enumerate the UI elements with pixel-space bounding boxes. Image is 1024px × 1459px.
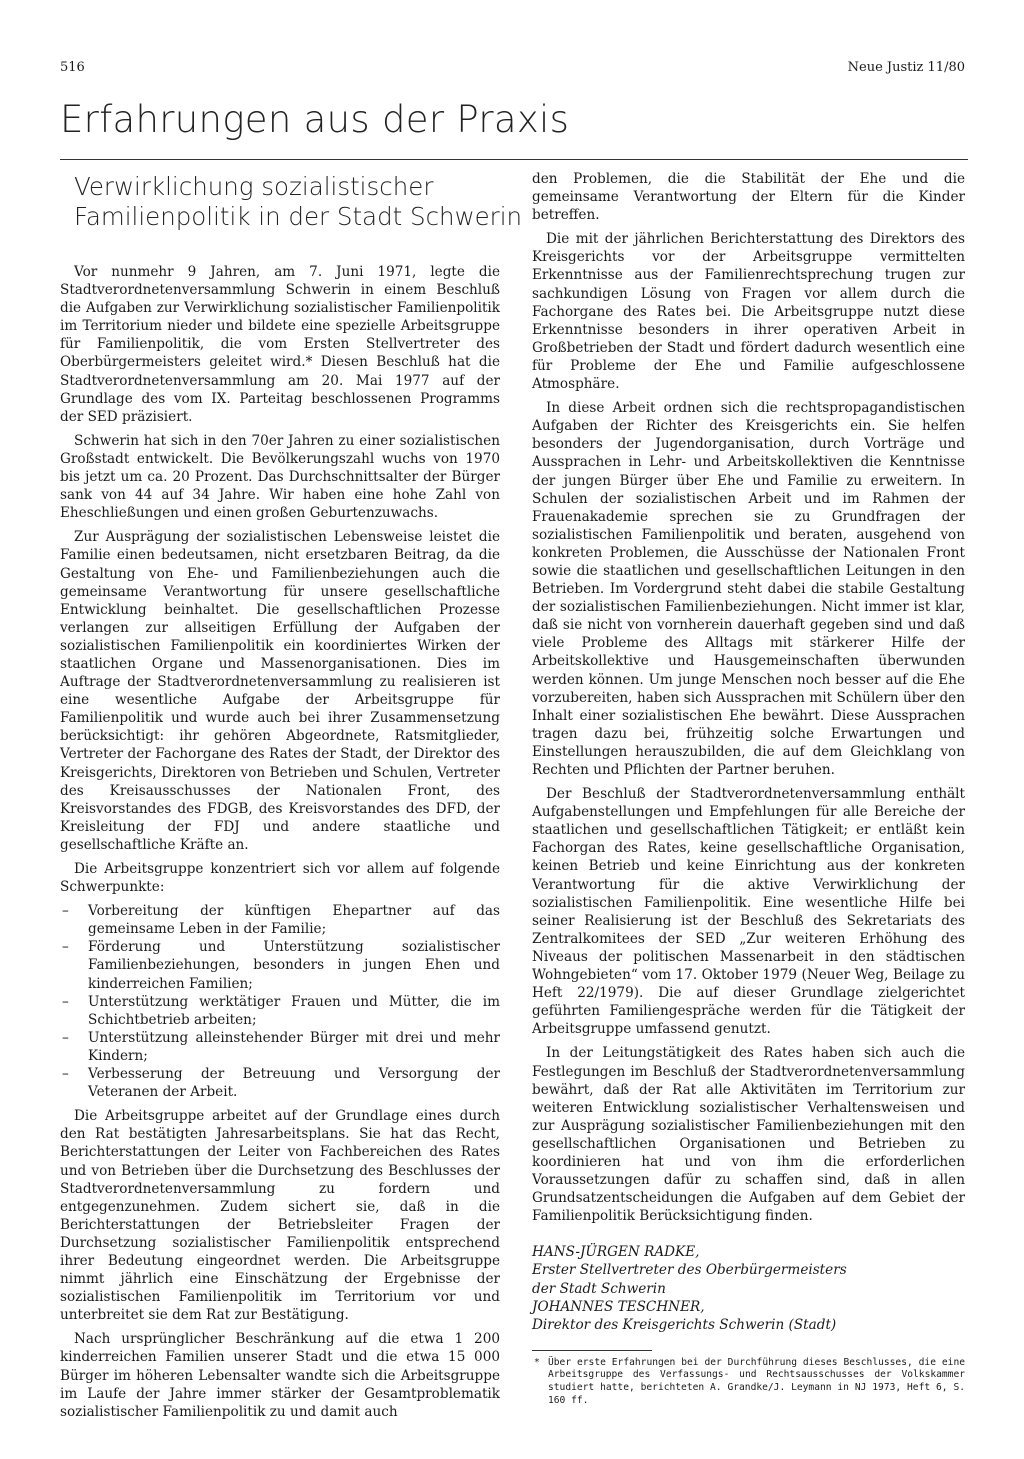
article-title xyxy=(60,172,523,232)
author-name-1: HANS-JÜRGEN RADKE, xyxy=(532,1244,700,1261)
list-item-text: Vorbereitung der künftigen Ehepartner auf das gemeinsame Leben in der Familie; xyxy=(88,903,500,938)
paragraph: Der Beschluß der Stadtverordnetenversammlung enthält Aufgabenstellungen und Empfehlungen für alle Bereiche der staatlichen und gesellschaftlichen Tätigkeit; er entläßt kein Fachorgan des Rates, keine gesellschaftliche Organisation, keinen Betrieb und keine Einrichtung aus der konkreten Verantwortung für die aktive Verwirklichung der sozialistischen Familienpolitik. Eine wesentliche Hilfe bei seiner Realisierung ist der Beschluß des Sekretariats des Zentralkomitees der SED „Zur weiteren Erhöhung des Niveaus der politischen Massenarbeit in den städtischen Wohngebieten“ vom 17. Oktober 1979 (Neuer Weg, Beilage zu Heft 22/1979). Die auf dieser Grundlage zielgerichtet geführten Familiengespräche werden für die Tätigkeit der Arbeitsgruppe umfassend genutzt. xyxy=(532,786,965,1038)
footnote-text: Über erste Erfahrungen bei der Durchführung dieses Beschlusses, die eine Arbeitsgruppe des Verfassungs- und Rechtsausschusses der Volkskammer studiert hatte, berichteten A. Grandke/J. Leymann in NJ 1973, Heft 6, S. 160 ff. xyxy=(548,1356,965,1406)
author-role-1b: der Stadt Schwerin xyxy=(532,1280,666,1297)
author-role-2: Direktor des Kreisgerichts Schwerin (Stadt) xyxy=(532,1316,837,1333)
right-column xyxy=(532,170,965,1407)
paragraph: Schwerin hat sich in den 70er Jahren zu einer sozialistischen Großstadt entwickelt. Die Bevölkerungszahl wuchs von 1970 bis jetzt um ca. 20 Prozent. Das Durchschnittsalter der Bürger sank von 44 auf 34 Jahre. Wir haben eine hohe Zahl von Eheschließungen und einen großen Geburtenzuwachs. xyxy=(60,432,500,522)
list-item xyxy=(60,993,500,1029)
paragraph: Die mit der jährlichen Berichterstattung des Direktors des Kreisgerichts vor der Arbeitsgruppe vermittelten Erkenntnisse aus der Familienrechtsprechung trugen zur sachkundigen Lösung von Fragen vor allem durch die Fachorgane des Rates bei. Die Arbeitsgruppe nutzt diese Erkenntnisse besonders in ihrer operativen Arbeit in Großbetrieben der Stadt und fördert dadurch wesentlich eine für Probleme der Ehe und Familie aufgeschlossene Atmosphäre. xyxy=(532,231,965,393)
dash-marker: – xyxy=(62,939,69,956)
dash-marker: – xyxy=(62,1029,69,1046)
left-column xyxy=(60,170,523,1427)
journal-reference: Neue Justiz 11/80 xyxy=(847,60,965,75)
footnote xyxy=(532,1357,965,1407)
list-item-text: Unterstützung alleinstehender Bürger mit drei und mehr Kindern; xyxy=(88,1029,500,1064)
list-item xyxy=(60,902,500,938)
paragraph: den Problemen, die die Stabilität der Ehe und die gemeinsame Verantwortung der Eltern für die Kinder betreffen. xyxy=(532,171,965,224)
paragraph: Zur Ausprägung der sozialistischen Lebensweise leistet die Familie einen bedeutsamen, nicht ersetzbaren Beitrag, da die Gestaltung von Ehe- und Familienbeziehungen auch die gemeinsame Verantwortung für unsere gesellschaftliche Entwicklung beinhaltet. Die gesellschaftlichen Prozesse verlangen zur allseitigen Erfüllung der Aufgaben der sozialistischen Familienpolitik ein koordiniertes Wirken der staatlichen Organe und Massenorganisationen. Dies im Auftrage der Stadtverordnetenversammlung zu realisieren ist eine wesentliche Aufgabe der Arbeitsgruppe für Familienpolitik und wurde auch bei ihrer Zusammensetzung berücksichtigt: ihr gehören Abgeordnete, Ratsmitglieder, Vertreter der Fachorgane des Rates der Stadt, der Direktor des Kreisgerichts, Direktoren von Betrieben und Schulen, Vertreter des Kreisausschusses der Nationalen Front, des Kreisvorstandes des FDGB, des Kreisvorstandes des DFD, der Kreisleitung der FDJ und andere staatliche und gesellschaftliche Kräfte an. xyxy=(60,529,500,853)
paragraph: Nach ursprünglicher Beschränkung auf die etwa 1 200 kinderreichen Familien unserer Stadt und die etwa 15 000 Bürger im höheren Lebensalter wandte sich die Arbeitsgruppe im Laufe der Jahre immer stärker der Gesamtproblematik sozialistischer Familienpolitik zu und damit auch xyxy=(60,1331,500,1420)
article-title-line-1: Verwirklichung sozialistischer xyxy=(74,172,434,201)
paragraph: Vor nunmehr 9 Jahren, am 7. Juni 1971, legte die Stadtverordnetenversammlung Schwerin in einem Beschluß die Aufgaben zur Verwirklichung sozialistischer Familienpolitik im Territorium nieder und bildete eine spezielle Arbeitsgruppe für Familienpolitik, die vom Ersten Stellvertreter des Oberbürgermeisters geleitet wird.* Diesen Beschluß hat die Stadtverordnetenversammlung am 20. Mai 1977 auf der Grundlage des vom IX. Parteitag beschlossenen Programms der SED präzisiert. xyxy=(60,264,500,425)
paragraph: In der Leitungstätigkeit des Rates haben sich auch die Festlegungen im Beschluß der Stadtverordnetenversammlung bewährt, daß der Rat alle Aktivitäten im Territorium zur weiteren Entwicklung sozialistischer Verhaltensweisen und zur Ausprägung sozialistischer Familienbeziehungen mit den gesellschaftlichen Organisationen und Betrieben zu koordinieren hat und von ihm die erforderlichen Voraussetzungen dafür zu schaffen sind, daß in allen Grundsatzentscheidungen die Aufgaben auf dem Gebiet der Familienpolitik Berücksichtigung finden. xyxy=(532,1045,965,1225)
section-title: Erfahrungen aus der Praxis xyxy=(60,98,570,141)
paragraph: Die Arbeitsgruppe arbeitet auf der Grundlage eines durch den Rat bestätigten Jahresarbeitsplans. Sie hat das Recht, Berichterstattungen der Leiter von Fachbereichen des Rates und von Betrieben über die Durchsetzung des Beschlusses der Stadtverordnetenversammlung zu fordern und entgegenzunehmen. Zudem sichert sie, daß in die Berichterstattungen der Betriebsleiter Fragen der Durchsetzung sozialistischer Familienpolitik entsprechend ihrer Bedeutung eingeordnet werden. Die Arbeitsgruppe nimmt jährlich eine Einschätzung der Ergebnisse der sozialistischen Familienpolitik im Territorium vor und unterbreitet sie dem Rat zur Bestätigung. xyxy=(60,1108,500,1324)
list-item-text: Förderung und Unterstützung sozialistischer Familienbeziehungen, besonders in jungen Ehen und kinderreichen Familien; xyxy=(88,939,500,992)
author-name-2: JOHANNES TESCHNER, xyxy=(532,1298,705,1315)
author-role-1a: Erster Stellvertreter des Oberbürgermeisters xyxy=(532,1262,847,1279)
focus-list xyxy=(60,902,500,1101)
footnote-marker: * xyxy=(534,1356,540,1368)
paragraph: In diese Arbeit ordnen sich die rechtspropagandistischen Aufgaben der Richter des Kreisgerichts ein. Sie helfen besonders der Jugendorganisation, durch Vorträge und Aussprachen in Lehr- und Arbeitskollektiven die Kenntnisse der jungen Bürger über Ehe und Familie zu erweitern. In Schulen der sozialistischen Arbeit und im Rahmen der Frauenakademie sprechen sie zu Grundfragen der sozialistischen Familienpolitik und beraten, ausgehend von konkreten Problemen, die Ausschüsse der Nationalen Front sowie die staatlichen und gesellschaftlichen Leitungen in den Betrieben. Im Vordergrund steht dabei die stabile Gestaltung der sozialistischen Familienbeziehungen. Nicht immer ist klar, daß sie nicht von vornherein dauerhaft gegeben sind und daß viele Probleme des Alltags mit stärkerer Hilfe der Arbeitskollektive und Hausgemeinschaften überwunden werden können. Um junge Menschen noch besser auf die Ehe vorzubereiten, haben sich Aussprachen mit Schülern über den Inhalt einer sozialistischen Ehe bewährt. Diese Aussprachen tragen dazu bei, frühzeitig solche Erwartungen und Einstellungen herauszubilden, die auf dem Gleichklang von Rechten und Pflichten der Partner beruhen. xyxy=(532,400,965,778)
dash-marker: – xyxy=(62,993,69,1010)
footnote-divider xyxy=(532,1350,652,1351)
list-item-text: Unterstützung werktätiger Frauen und Mütter, die im Schichtbetrieb arbeiten; xyxy=(88,993,500,1028)
paragraph: Die Arbeitsgruppe konzentriert sich vor allem auf folgende Schwerpunkte: xyxy=(60,861,500,896)
list-item xyxy=(60,1065,500,1101)
author-signature xyxy=(532,1243,965,1333)
running-header xyxy=(60,60,965,82)
dash-marker: – xyxy=(62,903,69,920)
list-item xyxy=(60,938,500,992)
dash-marker: – xyxy=(62,1066,69,1083)
article-title-line-2: Familienpolitik in der Stadt Schwerin xyxy=(74,202,523,231)
section-divider xyxy=(60,159,968,160)
list-item-text: Verbesserung der Betreuung und Versorgung der Veteranen der Arbeit. xyxy=(88,1066,500,1101)
list-item xyxy=(60,1029,500,1065)
page-number: 516 xyxy=(60,60,85,75)
